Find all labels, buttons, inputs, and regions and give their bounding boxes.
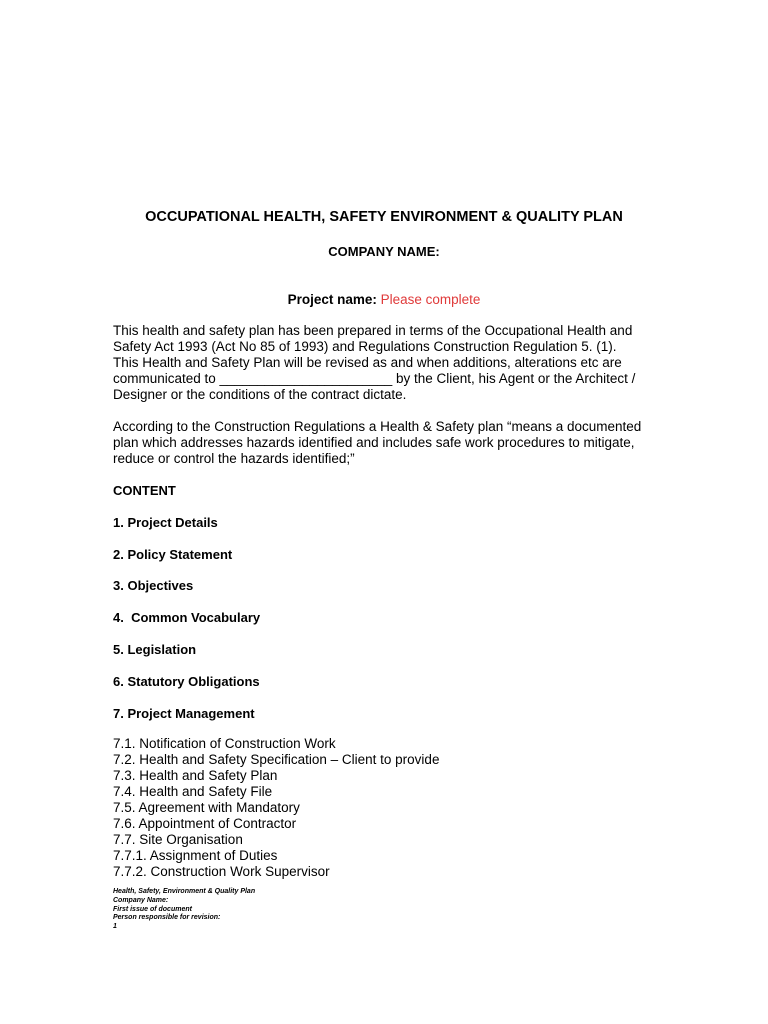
intro-line: This health and safety plan has been prepared in terms of the Occupational Health and	[113, 323, 633, 338]
company-name-label: COMPANY NAME:	[328, 244, 440, 259]
section-heading: 2. Policy Statement	[113, 547, 233, 562]
section-heading: 3. Objectives	[113, 578, 194, 593]
list-item: 7.7. Site Organisation	[113, 832, 243, 847]
section-heading: 5. Legislation	[113, 642, 197, 657]
definition-line: reduce or control the hazards identified;”	[113, 451, 355, 466]
project-name-value: Please complete	[380, 292, 481, 307]
content-heading: CONTENT	[113, 483, 176, 498]
intro-line: communicated to _______________________ by the Client, his Agent or the Architect /	[113, 371, 636, 386]
intro-line: This Health and Safety Plan will be revised as and when additions, alterations etc are	[113, 355, 622, 370]
project-name-label: Project name:	[287, 292, 377, 307]
footer-line: First issue of document	[113, 905, 192, 913]
list-item: 7.3. Health and Safety Plan	[113, 768, 278, 783]
intro-paragraph	[113, 323, 658, 403]
list-item: 7.7.2. Construction Work Supervisor	[113, 864, 330, 879]
footer-line: Company Name:	[113, 896, 169, 904]
list-item: 7.5. Agreement with Mandatory	[113, 800, 300, 815]
section-heading: 1. Project Details	[113, 515, 218, 530]
list-item: 7.4. Health and Safety File	[113, 784, 273, 799]
list-item: 7.2. Health and Safety Specification – Client to provide	[113, 752, 440, 767]
section-heading: 7. Project Management	[113, 706, 255, 721]
definition-paragraph	[113, 419, 658, 467]
project-name-line	[0, 292, 768, 307]
intro-line: Designer or the conditions of the contract dictate.	[113, 387, 407, 402]
footer-line: Health, Safety, Environment & Quality Plan	[113, 888, 256, 895]
definition-line: plan which addresses hazards identified and includes safe work procedures to mitigate,	[113, 435, 635, 450]
document-title: OCCUPATIONAL HEALTH, SAFETY ENVIRONMENT & QUALITY PLAN	[145, 209, 623, 225]
list-item: 7.7.1. Assignment of Duties	[113, 848, 278, 863]
intro-line: Safety Act 1993 (Act No 85 of 1993) and Regulations Construction Regulation 5. (1).	[113, 339, 617, 354]
subsection-list	[113, 736, 439, 880]
definition-line: According to the Construction Regulations a Health & Safety plan “means a documented	[113, 419, 642, 434]
list-item: 7.1. Notification of Construction Work	[113, 736, 336, 751]
section-heading: 4. Common Vocabulary	[113, 610, 261, 625]
section-heading: 6. Statutory Obligations	[113, 674, 260, 689]
page-footer	[113, 888, 255, 932]
page-number: 1	[113, 923, 117, 931]
footer-line: Person responsible for revision:	[113, 914, 221, 922]
list-item: 7.6. Appointment of Contractor	[113, 816, 297, 831]
